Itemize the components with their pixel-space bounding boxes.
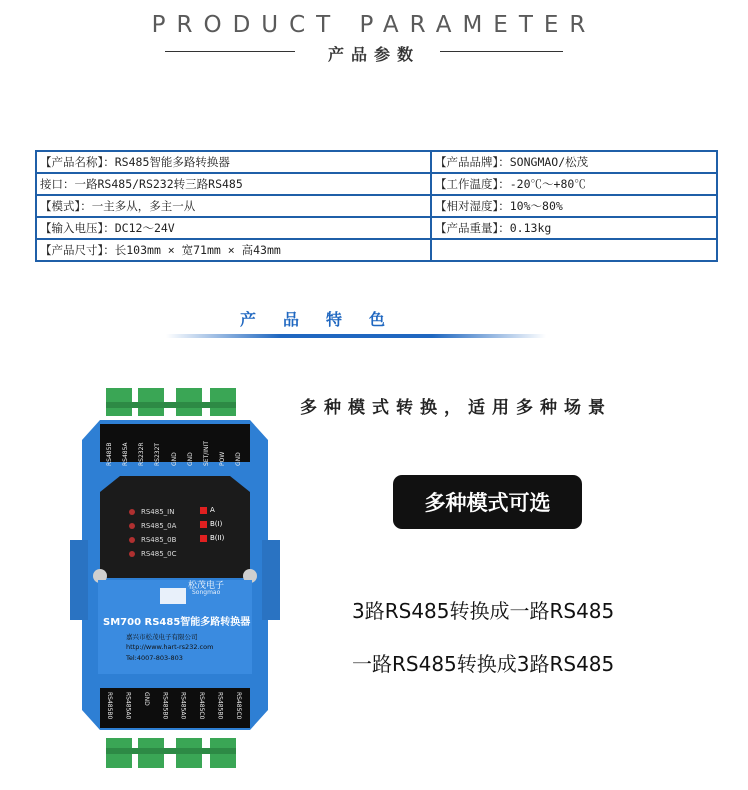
terminal-label: RS485B0 — [216, 692, 224, 720]
device-led-label: RS485_0A — [141, 522, 177, 530]
features-title-bar — [166, 334, 546, 338]
feature-line-1: 3路RS485转换成一路RS485 — [352, 599, 615, 623]
terminal-label: GND — [235, 452, 242, 466]
header-title-cn: 产品参数 — [327, 45, 420, 64]
terminal-label: RS485A — [122, 442, 130, 466]
device-mode-label: B(II) — [210, 534, 225, 542]
param-table — [35, 150, 718, 262]
device-led-label: RS485_0C — [141, 550, 177, 558]
device-model: SM700 RS485智能多路转换器 — [103, 617, 251, 628]
header-title-en: PRODUCT PARAMETER — [151, 12, 597, 38]
param-cell — [431, 239, 717, 261]
top-terminals — [106, 388, 236, 416]
terminal-label: POW — [218, 451, 226, 466]
table-row — [36, 173, 717, 195]
bottom-terminals — [106, 738, 236, 768]
modes-pill — [393, 475, 582, 529]
terminal-label: RS485B0 — [106, 692, 113, 720]
terminal-label: RS485A0 — [124, 692, 132, 720]
param-cell: 【工作温度】：-20℃～+80℃ — [431, 173, 717, 195]
device-bottom-labels — [106, 692, 242, 726]
param-cell: 【产品重量】：0.13kg — [431, 217, 717, 239]
terminal-label: RS232R — [138, 442, 146, 466]
table-row — [36, 239, 717, 261]
param-cell: 【输入电压】：DC12～24V — [36, 217, 431, 239]
table-row — [36, 151, 717, 173]
param-cell: 接口：一路RS485/RS232转三路RS485 — [36, 173, 431, 195]
device-mode-label: B(I) — [210, 520, 223, 528]
param-cell: 【相对湿度】：10%～80% — [431, 195, 717, 217]
feature-tagline: 多种模式转换，适用多种场景 — [300, 398, 612, 418]
param-cell: 【产品名称】：RS485智能多路转换器 — [36, 151, 431, 173]
device-led-label: RS485_IN — [141, 508, 175, 516]
param-cell: 【产品品牌】：SONGMAO/松茂 — [431, 151, 717, 173]
device-top-labels — [106, 432, 242, 466]
device-led-label: RS485_0B — [141, 536, 177, 544]
param-cell: 【产品尺寸】：长103mm × 宽71mm × 高43mm — [36, 239, 431, 261]
terminal-label: RS485C0 — [234, 692, 242, 720]
terminal-label: SET/INIT — [202, 441, 210, 466]
device-tel: Tel:4007-803-803 — [126, 654, 183, 662]
device-mode-label: A — [210, 506, 215, 514]
terminal-label: RS232T — [154, 442, 162, 466]
terminal-label: RS485A0 — [179, 692, 187, 720]
features-title: 产品特色 — [240, 310, 413, 329]
param-cell: 【模式】：一主多从，多主一从 — [36, 195, 431, 217]
terminal-label: RS485B0 — [161, 692, 169, 720]
device-company: 嘉兴市松茂电子有限公司 — [126, 633, 198, 641]
feature-line-2: 一路RS485转换成3路RS485 — [352, 652, 615, 676]
modes-pill-label: 多种模式可选 — [424, 491, 551, 515]
device-website: http://www.hart-rs232.com — [126, 643, 214, 651]
terminal-label: GND — [170, 452, 178, 466]
device-brand-en: Songmao — [192, 589, 221, 596]
terminal-label: RS485B — [106, 442, 113, 466]
terminal-label: RS485C0 — [198, 692, 206, 720]
terminal-label: GND — [186, 452, 194, 466]
table-row — [36, 195, 717, 217]
table-row — [36, 217, 717, 239]
terminal-label: GND — [142, 692, 150, 706]
device-brand: 松茂电子 — [188, 581, 225, 591]
